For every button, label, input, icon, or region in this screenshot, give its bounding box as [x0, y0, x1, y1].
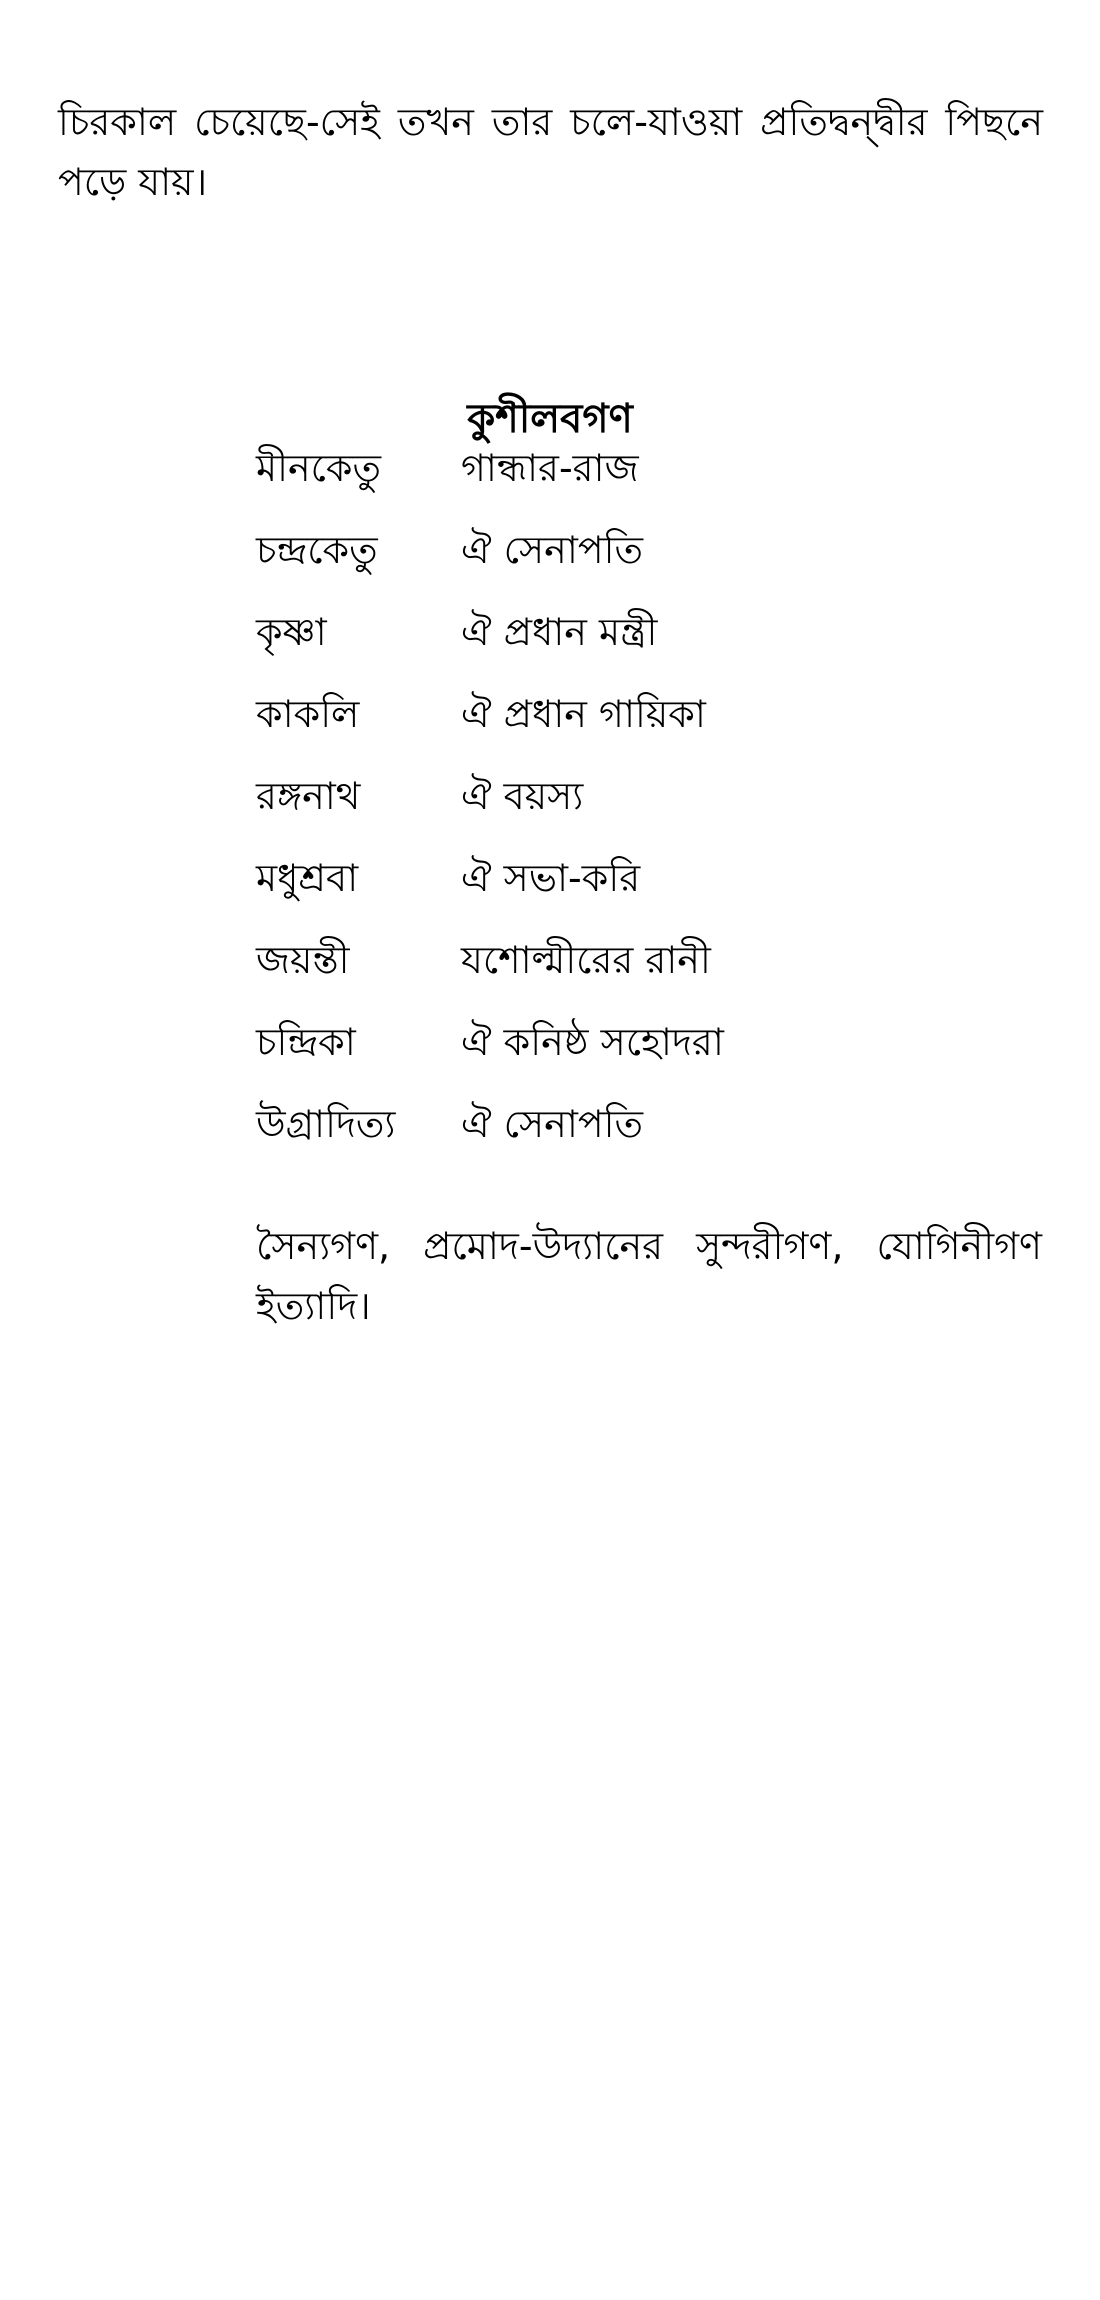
cast-row	[256, 848, 1046, 930]
cast-role: ঐ সভা-করি	[461, 856, 641, 900]
cast-role: ঐ সেনাপতি	[461, 528, 644, 572]
cast-role: যশোল্মীরের রানী	[461, 938, 711, 982]
cast-footer-note: সৈন্যগণ, প্রমোদ-উদ্যানের সুন্দরীগণ, যোগিনীগণ ইত্যাদি।	[256, 1224, 1042, 1328]
cast-name: রঙ্গনাথ	[256, 774, 361, 818]
cast-role: গান্ধার-রাজ	[461, 446, 639, 490]
cast-role: ঐ বয়স্য	[461, 774, 584, 818]
cast-row	[256, 1012, 1046, 1094]
cast-row	[256, 766, 1046, 848]
cast-role: ঐ কনিষ্ঠ সহোদরা	[461, 1020, 724, 1064]
cast-name: কৃষ্ণা	[256, 610, 327, 654]
cast-row	[256, 684, 1046, 766]
cast-row	[256, 602, 1046, 684]
cast-row	[256, 438, 1046, 520]
cast-name: উগ্রাদিত্য	[256, 1102, 396, 1146]
cast-role: ঐ প্রধান গায়িকা	[461, 692, 706, 736]
cast-row	[256, 520, 1046, 602]
cast-heading: কুশীলবগণ	[467, 396, 633, 443]
cast-list	[256, 438, 1046, 1176]
cast-name: মধুশ্রবা	[256, 856, 359, 900]
cast-row	[256, 930, 1046, 1012]
cast-name: চন্দ্রকেতু	[256, 528, 378, 572]
cast-name: চন্দ্রিকা	[256, 1020, 356, 1064]
intro-paragraph: চিরকাল চেয়েছে-সেই তখন তার চলে-যাওয়া প্রতিদ্বন্দ্বীর পিছনে পড়ে যায়।	[58, 100, 1043, 204]
cast-row	[256, 1094, 1046, 1176]
cast-name: জয়ন্তী	[256, 938, 350, 982]
cast-role: ঐ সেনাপতি	[461, 1102, 644, 1146]
cast-name: কাকলি	[256, 692, 360, 736]
cast-name: মীনকেতু	[256, 446, 382, 490]
cast-role: ঐ প্রধান মন্ত্রী	[461, 610, 658, 654]
